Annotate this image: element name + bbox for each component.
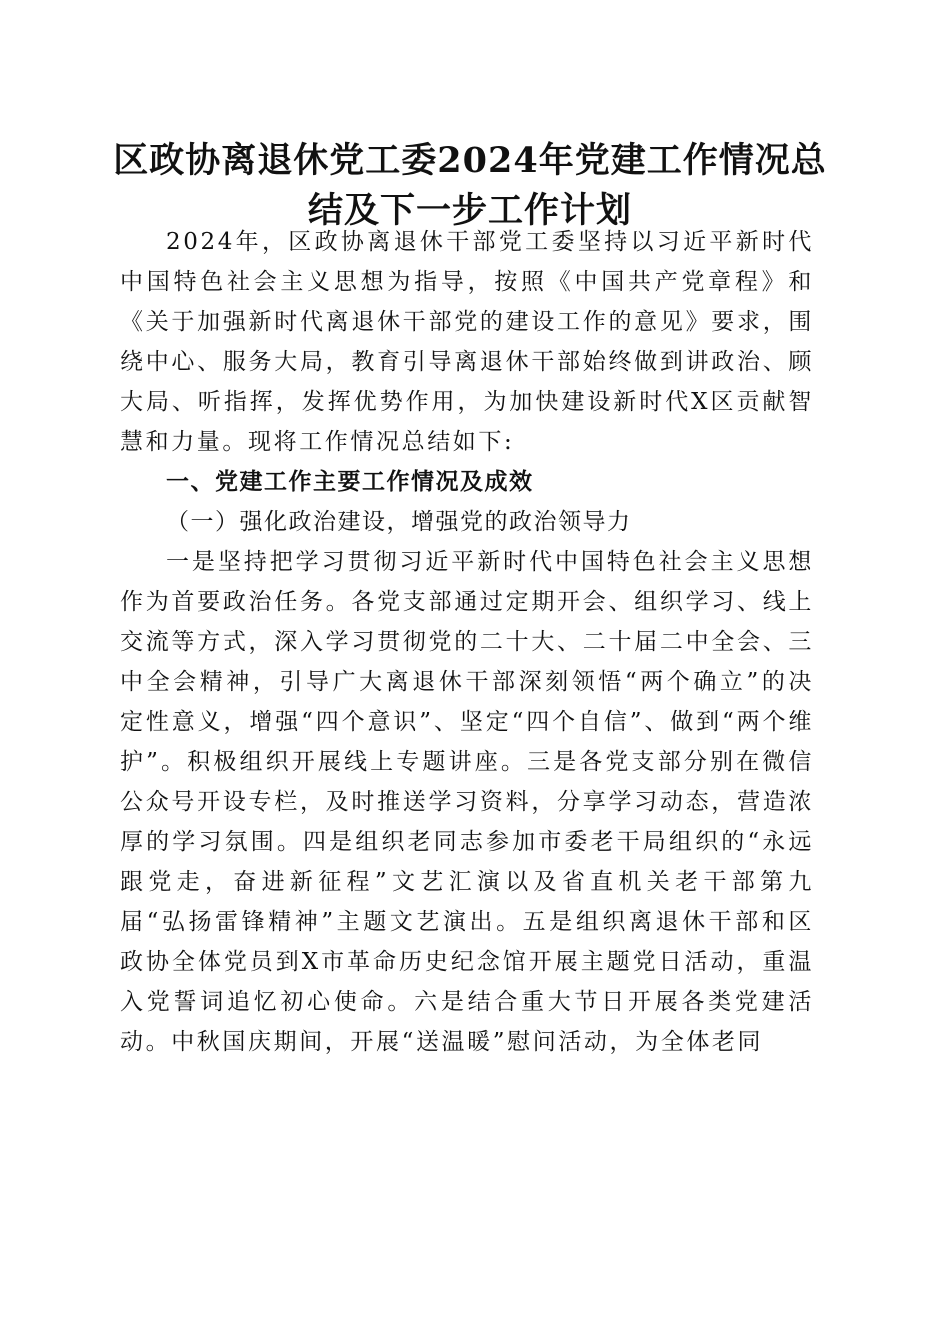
body-paragraph: 一是坚持把学习贯彻习近平新时代中国特色社会主义思想作为首要政治任务。各党支部通过定期开会、组织学习、线上交流等方式，深入学习贯彻党的二十大、二十届二中全会、三中全会精神，引导广大离退休干部深刻领悟“两个确立”的决定性意义，增强“四个意识”、坚定“四个自信”、做到“两个维护”。积极组织开展线上专题讲座。三是各党支部分别在微信公众号开设专栏，及时推送学习资料，分享学习动态，营造浓厚的学习氛围。四是组织老同志参加市委老干局组织的“永远跟党走，奋进新征程”文艺汇演以及省直机关老干部第九届“弘扬雷锋精神”主题文艺演出。五是组织离退休干部和区政协全体党员到X市革命历史纪念馆开展主题党日活动，重温入党誓词追忆初心使命。六是结合重大节日开展各类党建活动。中秋国庆期间，开展“送温暖”慰问活动，为全体老同 [120, 549, 814, 1055]
document-title: 区政协离退休党工委2024年党建工作情况总结及下一步工作计划 [113, 140, 827, 231]
subsection-heading: （一）强化政治建设，增强党的政治领导力 [166, 509, 632, 535]
intro-paragraph: 2024年，区政协离退休干部党工委坚持以习近平新时代中国特色社会主义思想为指导，按照《中国共产党章程》和《关于加强新时代离退休干部党的建设工作的意见》要求，围绕中心、服务大局，教育引导离退休干部始终做到讲政治、顾大局、听指挥，发挥优势作用，为加快建设新时代X区贡献智慧和力量。现将工作情况总结如下: [120, 229, 814, 455]
section-heading: 一、党建工作主要工作情况及成效 [166, 469, 534, 495]
document-body [120, 222, 814, 1062]
